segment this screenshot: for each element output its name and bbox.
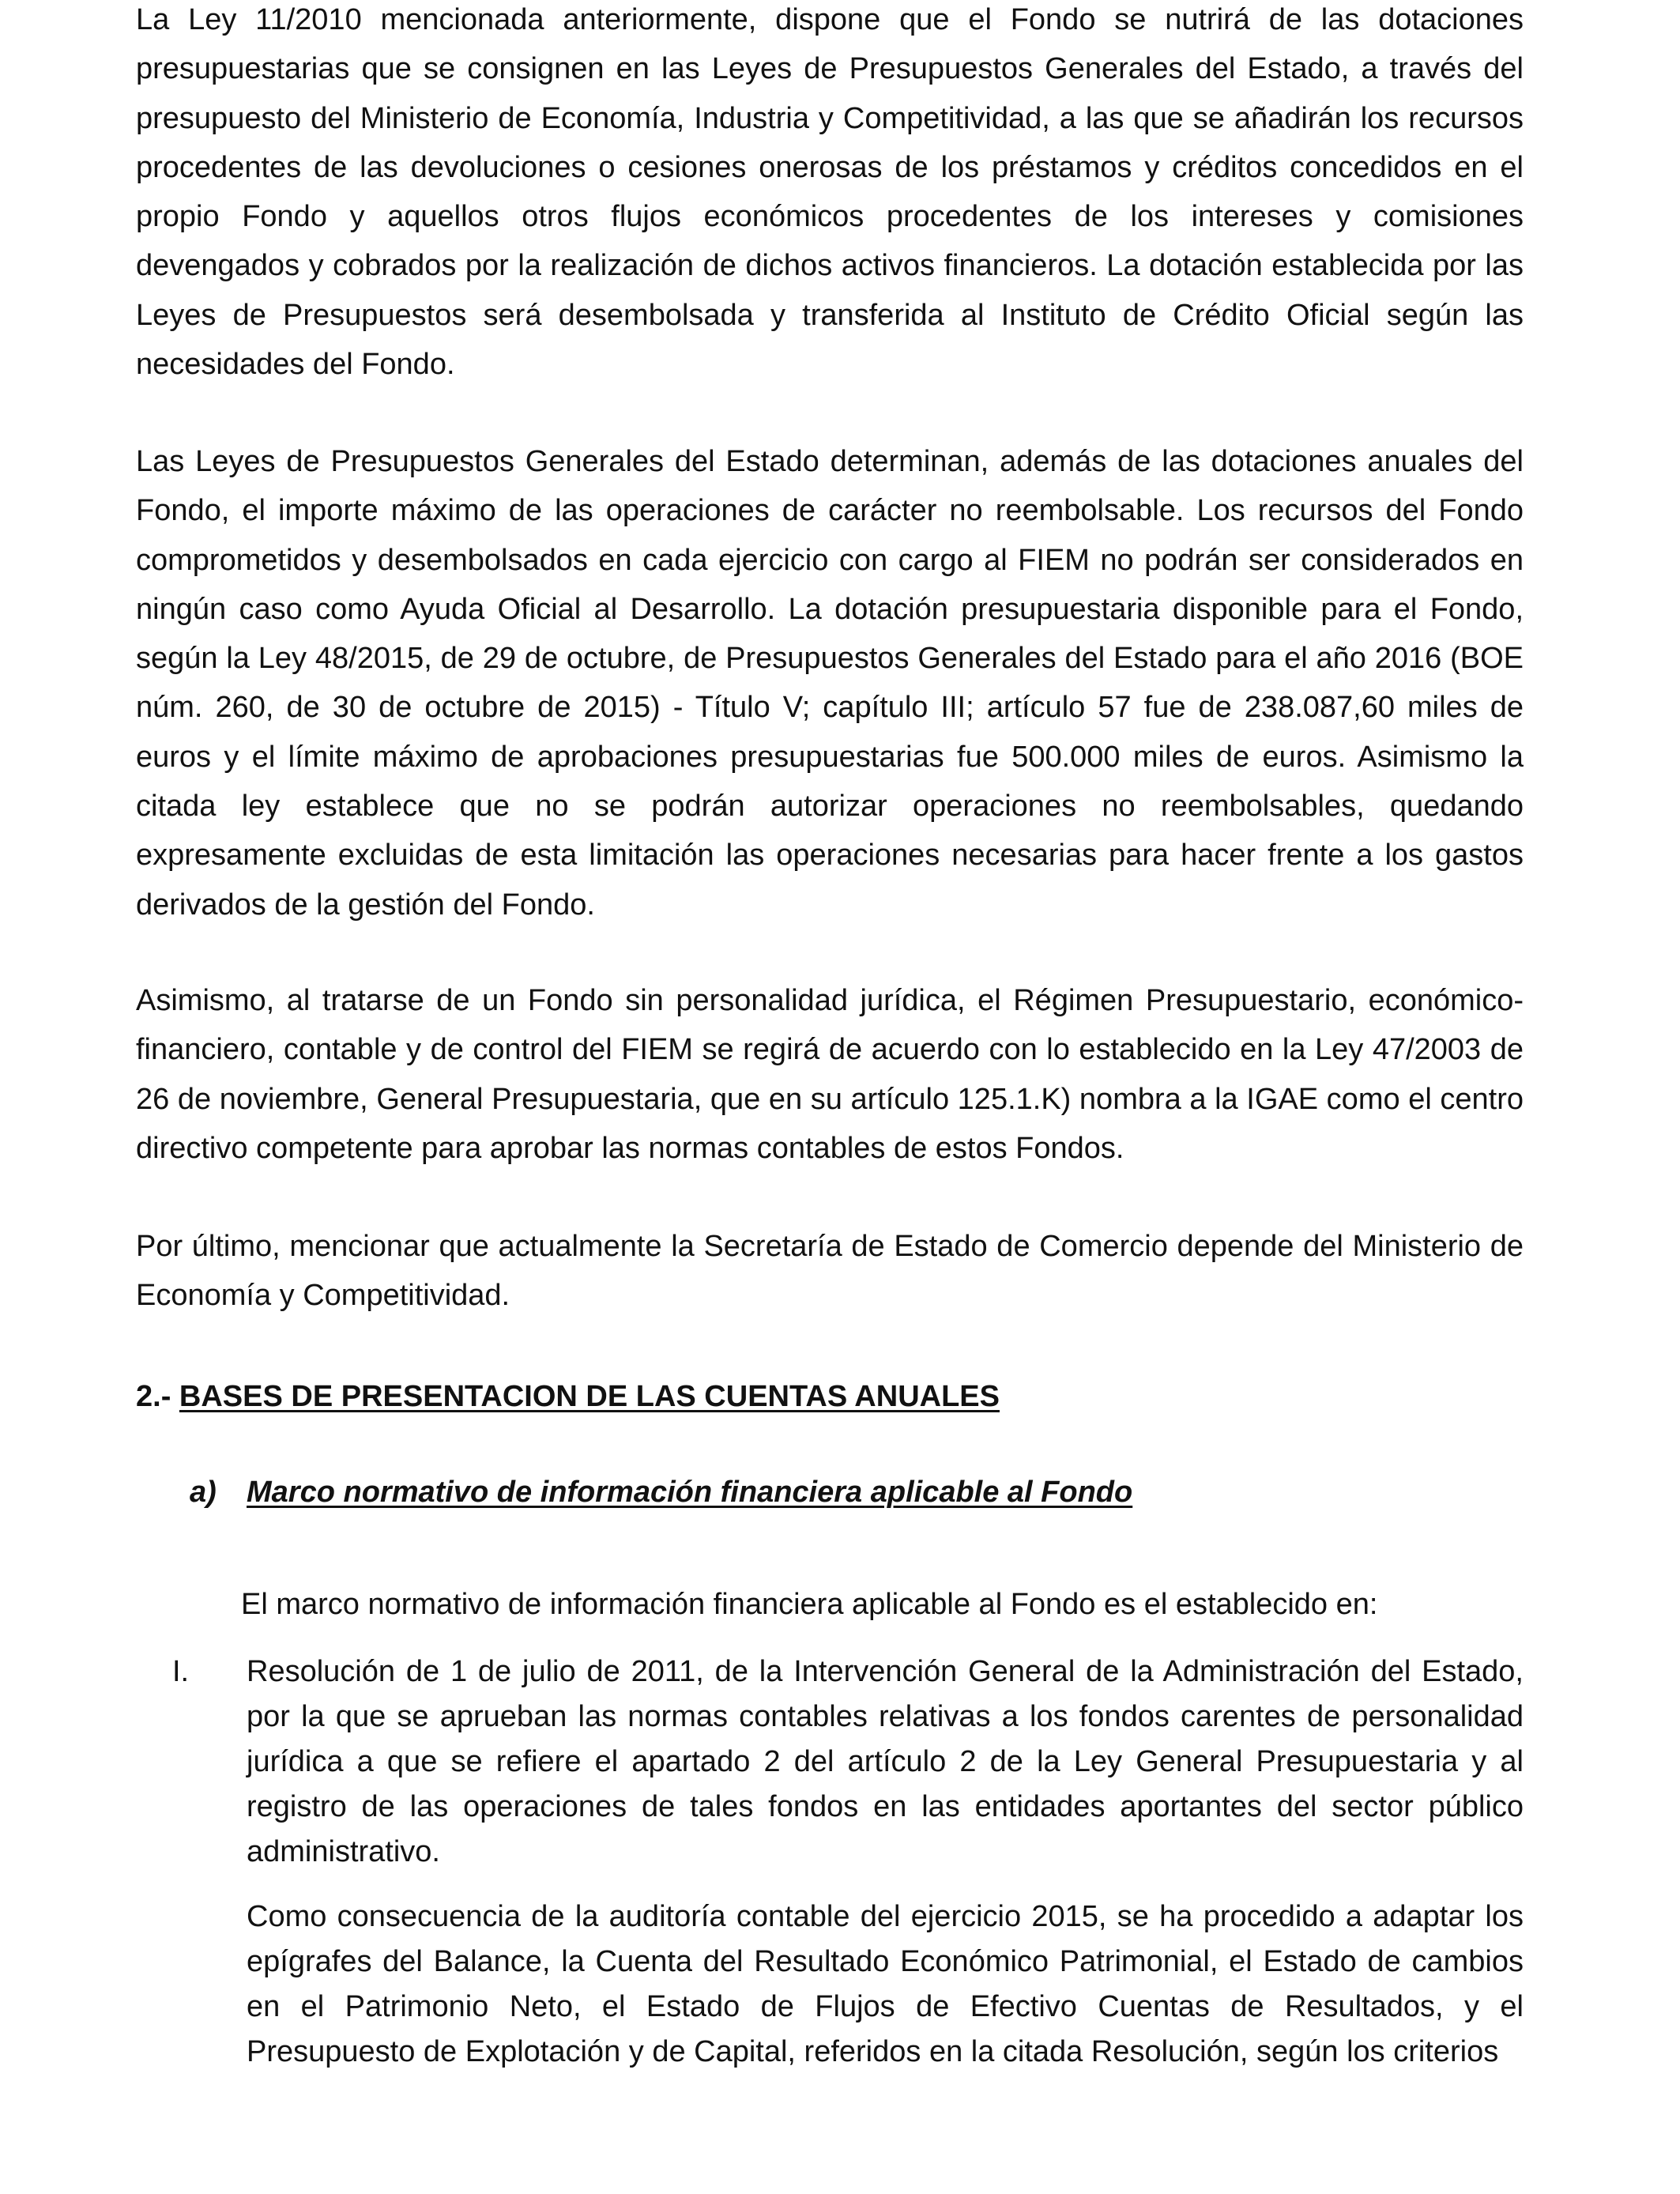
section-heading [136, 1372, 1000, 1421]
list-numeral: I. [172, 1655, 190, 1688]
framework-intro: El marco normativo de información financiera aplicable al Fondo es el establecido en: [241, 1588, 1378, 1621]
section-number: 2.- [136, 1380, 171, 1413]
paragraph-legal-regime: Asimismo, al tratarse de un Fondo sin personalidad jurídica, el Régimen Presupuestario, económico-financiero, contable y de control del FIEM se regirá de acuerdo con lo establecido en la Ley 47/2003 de 26 de noviembre, General Presupuestaria, que en su artículo 125.1.K) nombra a la IGAE como el centro directivo competente para aprobar las normas contables de estos Fondos. [136, 984, 1524, 1165]
paragraph-ministry: Por último, mencionar que actualmente la Secretaría de Estado de Comercio depende del Ministerio de Economía y Competitividad. [136, 1230, 1524, 1313]
continuation-text: Como consecuencia de la auditoría contable del ejercicio 2015, se ha procedido a adaptar los epígrafes del Balance, la Cuenta del Resultado Económico Patrimonial, el Estado de cambios en el Patrimonio Neto, el Estado de Flujos de Efectivo Cuentas de Resultados, y el Presupuesto de Explotación y de Capital, referidos en la citada Resolución, según los criterios [247, 1900, 1524, 2068]
paragraph-budget-laws: Las Leyes de Presupuestos Generales del Estado determinan, además de las dotaciones anuales del Fondo, el importe máximo de las operaciones de carácter no reembolsable. Los recursos del Fondo comprometidos y desembolsados en cada ejercicio con cargo al FIEM no podrán ser considerados en ningún caso como Ayuda Oficial al Desarrollo. La dotación presupuestaria disponible para el Fondo, según la Ley 48/2015, de 29 de octubre, de Presupuestos Generales del Estado para el año 2016 (BOE núm. 260, de 30 de octubre de 2015) - Título V; capítulo III; artículo 57 fue de 238.087,60 miles de euros y el límite máximo de aprobaciones presupuestarias fue 500.000 miles de euros. Asimismo la citada ley establece que no se podrán autorizar operaciones no reembolsables, quedando expresamente excluidas de esta limitación las operaciones necesarias para hacer frente a los gastos derivados de la gestión del Fondo. [136, 445, 1524, 922]
subsection-title: Marco normativo de información financiera aplicable al Fondo [247, 1476, 1133, 1509]
subsection-heading [190, 1468, 1132, 1517]
section-title: BASES DE PRESENTACION DE LAS CUENTAS ANUALES [179, 1380, 1000, 1413]
subsection-letter: a) [190, 1476, 217, 1509]
list-item-continuation [247, 1894, 1524, 2075]
paragraph-fund-financing: La Ley 11/2010 mencionada anteriormente, dispone que el Fondo se nutrirá de las dotaciones presupuestarias que se consignen en las Leyes de Presupuestos Generales del Estado, a través del presupuesto del Ministerio de Economía, Industria y Competitividad, a las que se añadirán los recursos procedentes de las devoluciones o cesiones onerosas de los préstamos y créditos concedidos en el propio Fondo y aquellos otros flujos económicos procedentes de los intereses y comisiones devengados y cobrados por la realización de dichos activos financieros. La dotación establecida por las Leyes de Presupuestos será desembolsada y transferida al Instituto de Crédito Oficial según las necesidades del Fondo. [136, 3, 1524, 382]
list-item-resolution: Resolución de 1 de julio de 2011, de la Intervención General de la Administración del Estado, por la que se aprueban las normas contables relativas a los fondos carentes de personalidad jurídica a que se refiere el apartado 2 del artículo 2 de la Ley General Presupuestaria y al registro de las operaciones de tales fondos en las entidades aportantes del sector público administrativo. [247, 1655, 1524, 1868]
